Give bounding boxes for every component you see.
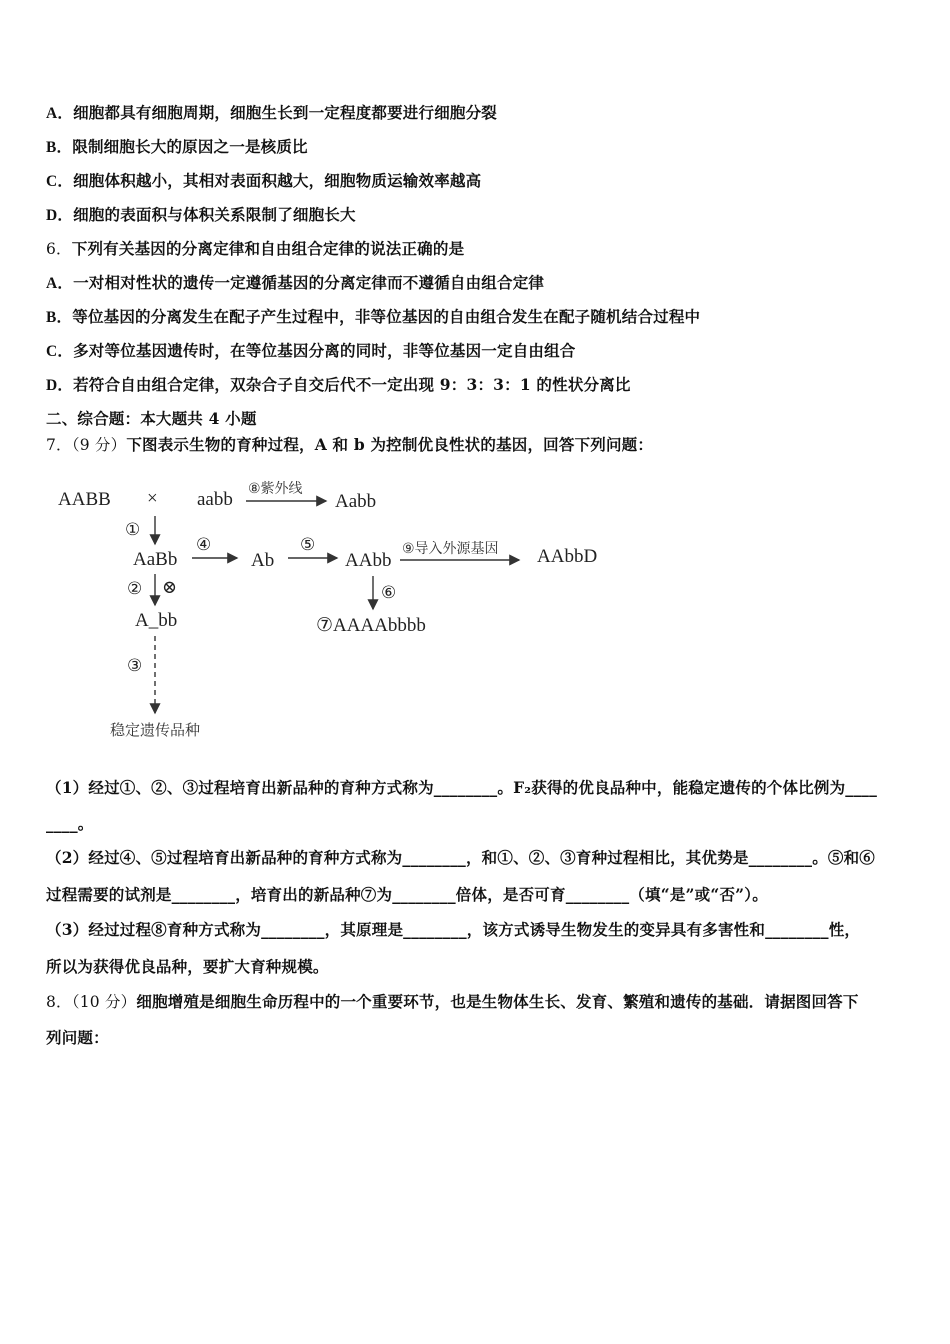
question-number: 8． (46, 993, 72, 1011)
cross-symbol: × (147, 488, 158, 509)
step4-label: ④ (196, 535, 212, 554)
q6-option-d (46, 373, 631, 395)
stable-variety-label: 稳定遗传品种 (110, 721, 201, 739)
option-text: 细胞的表面积与体积关系限制了细胞长大 (73, 205, 356, 224)
q7-sub1-line1: （1）经过①、②、③过程培育出新品种的育种方式称为________。F₂获得的优良品种中，能稳定遗传的个体比例为____ (46, 778, 878, 797)
option-text: 细胞都具有细胞周期，细胞生长到一定程度都要进行细胞分裂 (73, 103, 497, 122)
question-stem: 下图表示生物的育种过程，A 和 b 为控制优良性状的基因，回答下列问题： (126, 435, 654, 454)
q7-sub2-line1: （2）经过④、⑤过程培育出新品种的育种方式称为________，和①、②、③育种过程相比，其优势是________。⑤和⑥ (46, 848, 875, 867)
breeding-diagram (0, 470, 700, 750)
q7-stem (46, 433, 653, 455)
option-label: B． (46, 139, 73, 156)
genotype-AAbb: AAbb (345, 550, 392, 571)
option-label: A． (46, 105, 74, 122)
q5-option-d (46, 203, 356, 225)
option-label: B． (46, 309, 73, 326)
q7-sub2-line2: 过程需要的试剂是________，培育出的新品种⑦为________倍体，是否可育________（填“是”或“否”）。 (46, 885, 768, 904)
q7-sub1-line2: ____。 (46, 814, 94, 833)
step9-label: ⑨导入外源基因 (402, 541, 499, 557)
q5-option-b (46, 135, 308, 157)
option-text: 若符合自由组合定律，双杂合子自交后代不一定出现 9：3：3：1 的性状分离比 (73, 375, 631, 394)
genotype-Aabb: Aabb (335, 491, 377, 512)
q5-option-c (46, 169, 481, 191)
step8-label: ⑧紫外线 (248, 481, 303, 497)
question-number: 6． (46, 240, 72, 258)
genotype-AAbbD: AAbbD (537, 546, 598, 567)
q6-option-a (46, 271, 544, 293)
genotype-A_bb: A_bb (135, 610, 178, 631)
q8-stem-line1 (46, 990, 859, 1012)
option-text: 细胞体积越小，其相对表面积越大，细胞物质运输效率越高 (73, 171, 482, 190)
option-label: D． (46, 207, 74, 224)
genotype-AAAAbbbb: ⑦AAAAbbbb (316, 615, 426, 636)
question-score: （9 分） (71, 436, 127, 454)
q6-stem (46, 237, 464, 259)
genotype-AaBb: AaBb (133, 549, 178, 570)
step3-label: ③ (127, 656, 143, 675)
step2-label: ② (127, 579, 143, 598)
q6-option-b (46, 305, 700, 327)
q5-option-a (46, 101, 497, 123)
genotype-aabb: aabb (197, 489, 233, 510)
option-label: A． (46, 275, 74, 292)
genotype-AABB: AABB (58, 489, 111, 510)
step1-label: ① (125, 520, 141, 539)
question-stem: 下列有关基因的分离定律和自由组合定律的说法正确的是 (71, 239, 465, 258)
option-text: 限制细胞长大的原因之一是核质比 (72, 137, 308, 156)
genotype-Ab: Ab (251, 550, 275, 571)
question-number: 7． (46, 436, 72, 454)
question-score: （10 分） (71, 993, 137, 1011)
option-text: 多对等位基因遗传时，在等位基因分离的同时，非等位基因一定自由组合 (73, 341, 576, 360)
q7-sub3-line1: （3）经过过程⑧育种方式称为________，其原理是________，该方式诱导生物发生的变异具有多害性和________性， (46, 920, 861, 939)
q7-sub3-line2: 所以为获得优良品种，要扩大育种规模。 (46, 957, 329, 976)
step6-label: ⑥ (381, 583, 397, 602)
option-label: C． (46, 173, 74, 190)
option-label: C． (46, 343, 74, 360)
section-title: 二、综合题：本大题共 4 小题 (46, 409, 257, 428)
q6-option-c (46, 339, 576, 361)
selfing-symbol: ⊗ (162, 577, 178, 597)
option-label: D． (46, 377, 74, 394)
step5-label: ⑤ (300, 535, 316, 554)
option-text: 等位基因的分离发生在配子产生过程中，非等位基因的自由组合发生在配子随机结合过程中 (72, 307, 701, 326)
question-stem: 细胞增殖是细胞生命历程中的一个重要环节，也是生物体生长、发育、繁殖和遗传的基础．请据图回答下 (136, 992, 859, 1011)
option-text: 一对相对性状的遗传一定遵循基因的分离定律而不遵循自由组合定律 (73, 273, 545, 292)
q8-stem-line2: 列问题： (46, 1028, 109, 1047)
